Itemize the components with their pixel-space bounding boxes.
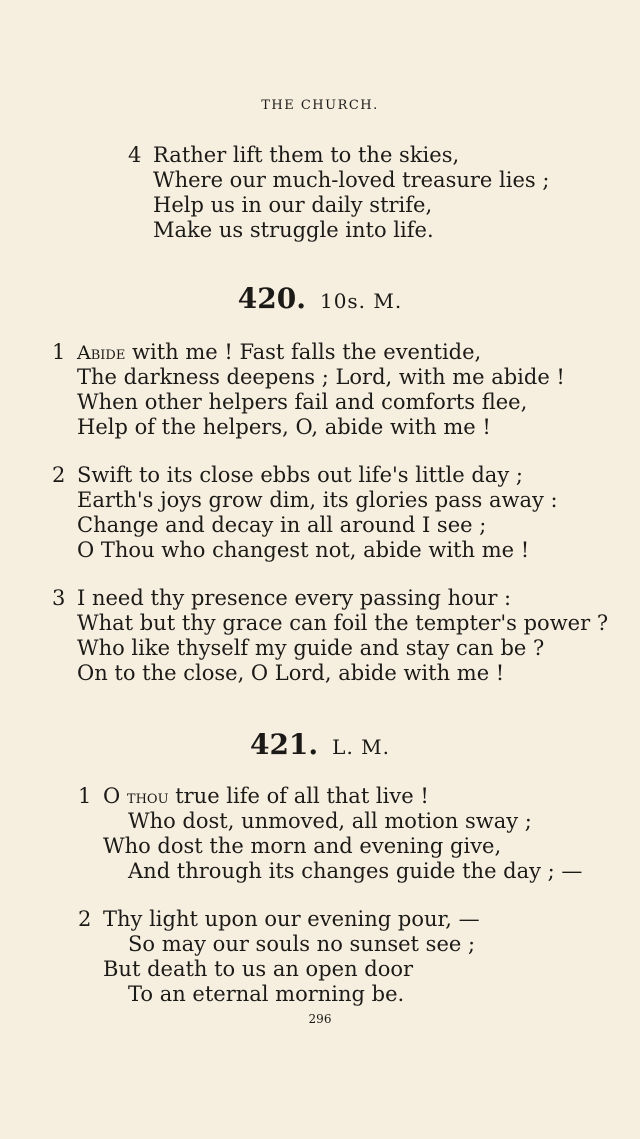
verse-line: Help us in our daily strife, <box>153 193 433 217</box>
verse-number: 1 <box>52 340 66 364</box>
verse-line: Thy light upon our evening pour, — <box>103 907 480 931</box>
verse-line: But death to us an open door <box>103 957 414 981</box>
verse-line: Where our much-loved treasure lies ; <box>153 168 550 192</box>
page-number: 296 <box>308 1012 332 1026</box>
verse-first-word: O <box>103 784 121 808</box>
verse-number: 2 <box>78 907 92 931</box>
verse-line: Change and decay in all around I see ; <box>77 513 487 537</box>
verse-line: Swift to its close ebbs out life's little day ; <box>77 463 523 487</box>
verse-line: Who dost the morn and evening give, <box>103 834 502 858</box>
hymn-420-title <box>0 282 640 315</box>
verse-line: Who like thyself my guide and stay can be ? <box>77 636 545 660</box>
hymn-meter: 10s. M. <box>319 289 403 313</box>
verse-first-word-smallcaps: thou <box>126 786 169 808</box>
verse-number: 1 <box>78 784 92 808</box>
verse-line: What but thy grace can foil the tempter's power ? <box>77 611 609 635</box>
verse-line: O Thou who changest not, abide with me ! <box>77 538 530 562</box>
verse-line: Help of the helpers, O, abide with me ! <box>77 415 491 439</box>
verse-number: 2 <box>52 463 66 487</box>
verse-line: Make us struggle into life. <box>153 218 434 242</box>
verse-line: And through its changes guide the day ; — <box>128 859 583 883</box>
hymn-number: 420. <box>237 282 306 315</box>
verse-number: 4 <box>128 143 142 167</box>
running-head: THE CHURCH. <box>261 98 379 113</box>
verse-line: To an eternal morning be. <box>128 982 405 1006</box>
verse-first-word: Abide <box>77 342 126 364</box>
verse-line-rest: true life of all that live ! <box>168 784 429 808</box>
verse-line: The darkness deepens ; Lord, with me abide ! <box>77 365 565 389</box>
verse-line: Rather lift them to the skies, <box>153 143 460 167</box>
verse-line: When other helpers fail and comforts flee, <box>77 390 528 414</box>
verse-number: 3 <box>52 586 66 610</box>
verse-line <box>103 784 429 809</box>
hymn-number: 421. <box>249 728 319 761</box>
verse-line: Who dost, unmoved, all motion sway ; <box>128 809 532 833</box>
hymn-421-title <box>0 728 640 761</box>
hymn-meter: L. M. <box>332 735 391 759</box>
verse-line-rest: with me ! Fast falls the eventide, <box>125 340 482 364</box>
verse-line: On to the close, O Lord, abide with me ! <box>77 661 505 685</box>
verse-line: So may our souls no sunset see ; <box>128 932 476 956</box>
verse-line: Earth's joys grow dim, its glories pass away : <box>77 488 558 512</box>
verse-line: I need thy presence every passing hour : <box>77 586 512 610</box>
verse-line <box>77 340 481 365</box>
